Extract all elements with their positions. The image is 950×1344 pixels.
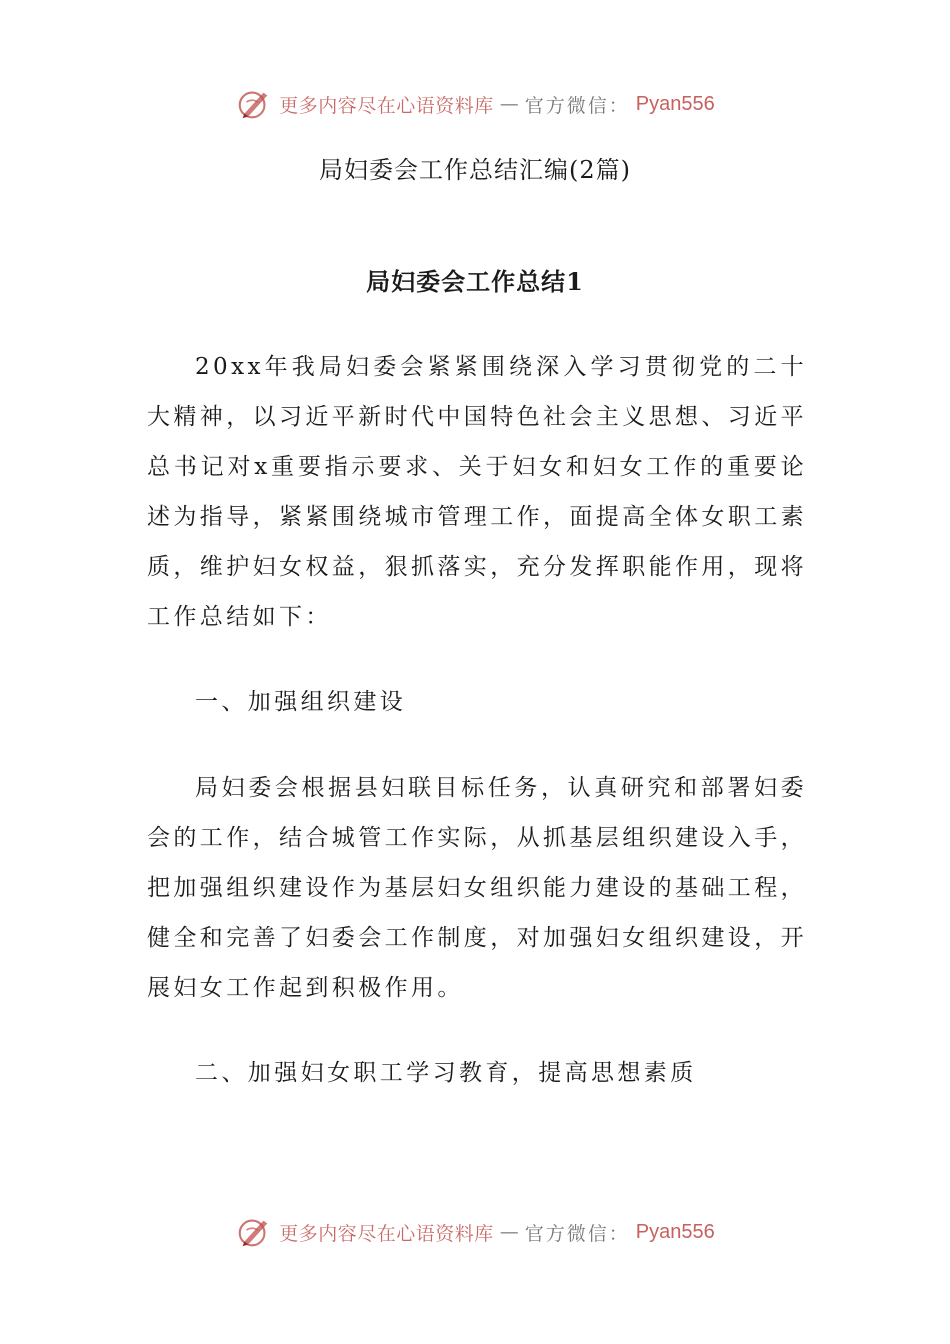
watermark-site-text: 更多内容尽在心语资料库 [279, 94, 494, 117]
watermark-dash: — [499, 93, 519, 115]
intro-paragraph: 20xx年我局妇委会紧紧围绕深入学习贯彻党的二十大精神，以习近平新时代中国特色社会主义思想、习近平总书记对x重要指示要求、关于妇女和妇女工作的重要论述为指导，紧紧围绕城市管理工作，面提高全体女职工素质，维护妇女权益，狠抓落实，充分发挥职能作用，现将工作总结如下： [147, 354, 807, 630]
heading-organization: 一、加强组织建设 [195, 689, 407, 715]
heading-education: 二、加强妇女职工学习教育，提高思想素质 [195, 1060, 697, 1086]
watermark-banner-bottom [0, 1210, 950, 1254]
pen-logo-icon [235, 1213, 273, 1251]
watermark-banner-top [0, 82, 950, 126]
section-title: 局妇委会工作总结1 [366, 267, 584, 296]
watermark-site-text: 更多内容尽在心语资料库 [279, 1222, 494, 1245]
watermark-wechat-id: Pyan556 [635, 92, 715, 115]
watermark-wechat-id: Pyan556 [635, 1220, 715, 1243]
watermark-dash: — [499, 1221, 519, 1243]
organization-paragraph: 局妇委会根据县妇联目标任务，认真研究和部署妇委会的工作，结合城管工作实际，从抓基层组织建设入手，把加强组织建设作为基层妇女组织能力建设的基础工程，健全和完善了妇委会工作制度，对加强妇女组织建设，开展妇女工作起到积极作用。 [147, 775, 807, 1001]
watermark-wechat-label: 官方微信： [524, 1222, 630, 1245]
pen-logo-icon [235, 85, 273, 123]
watermark-wechat-label: 官方微信： [524, 94, 630, 117]
document-title: 局妇委会工作总结汇编(2篇) [319, 156, 631, 184]
